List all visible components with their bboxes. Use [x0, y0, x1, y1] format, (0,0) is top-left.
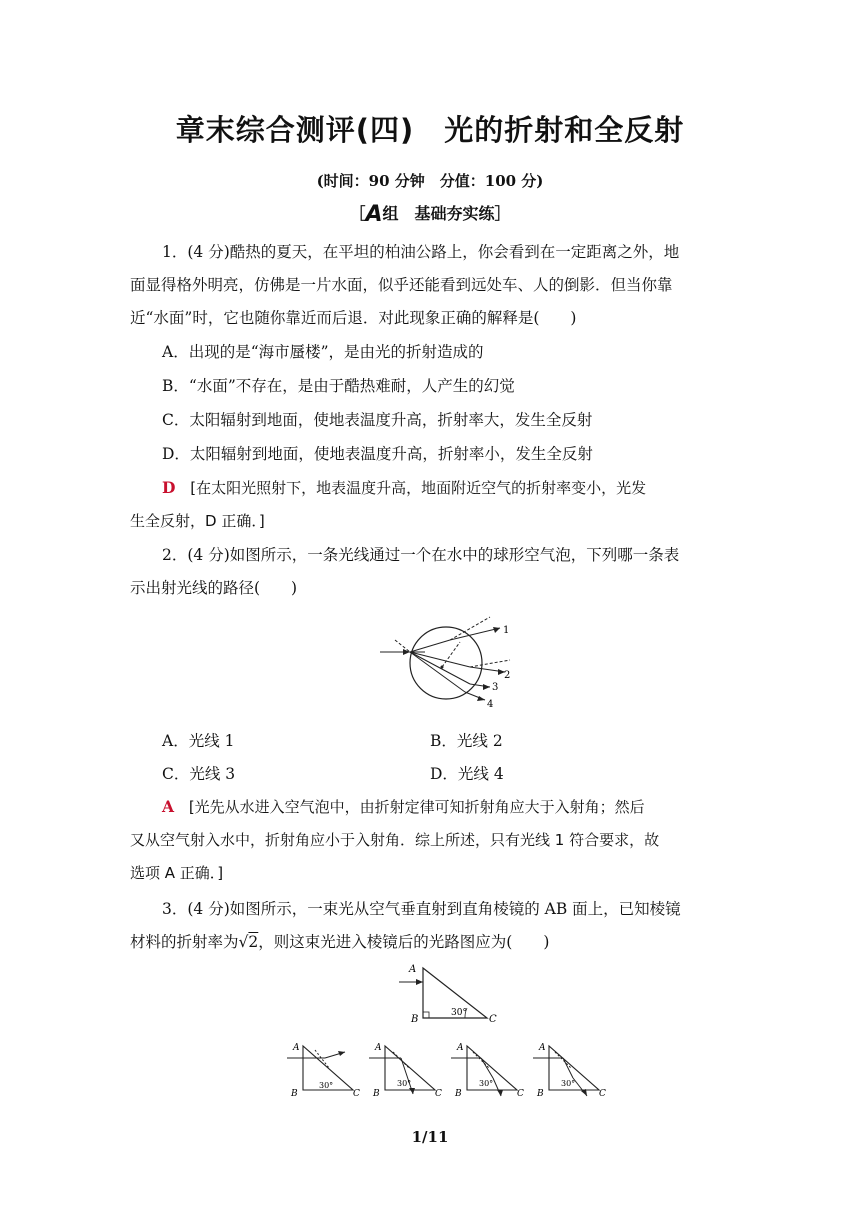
q2-explanation-cont: 又从空气射入水中，折射角应小于入射角．综上所述，只有光线 1 符合要求，故 — [130, 831, 660, 849]
q1-stem-line: 近“水面”时，它也随你靠近而后退．对此现象正确的解释是( ) — [130, 309, 577, 327]
bracket-close: ］ — [494, 204, 511, 223]
q2-explanation: [光先从水进入空气泡中，由折射定律可知折射角应大于入射角；然后 — [188, 798, 645, 816]
q2-explanation-cont: 选项 A 正确．] — [130, 864, 224, 882]
vertex-b-label: B — [373, 1089, 380, 1099]
vertex-c-label: C — [435, 1089, 442, 1099]
angle-label: 30° — [397, 1079, 412, 1088]
vertex-c-label: C — [517, 1089, 524, 1099]
angle-label: 30° — [319, 1081, 334, 1090]
sqrt-value: 2 — [248, 933, 259, 951]
bubble-figure — [370, 612, 530, 712]
section-badge: A — [365, 202, 383, 227]
option-figure-c — [451, 1043, 524, 1099]
ray-label: 1 — [503, 625, 510, 636]
q3-stem-line — [130, 930, 549, 954]
q2-answer: A — [162, 797, 175, 816]
vertex-a-label: A — [539, 1043, 546, 1053]
q2-option-b: B．光线 2 — [430, 732, 503, 750]
vertex-b-label: B — [291, 1089, 298, 1099]
ray-label: 2 — [504, 670, 511, 681]
vertex-c-label: C — [489, 1014, 497, 1025]
q2-option-d: D．光线 4 — [430, 765, 504, 783]
angle-label: 30° — [451, 1008, 467, 1018]
q2-stem-line: 示出射光线的路径( ) — [130, 579, 298, 597]
q3-text: ，则这束光进入棱镜后的光路图应为( ) — [258, 933, 550, 951]
vertex-a-label: A — [375, 1043, 382, 1053]
vertex-a-label: A — [293, 1043, 300, 1053]
q1-option-d: D．太阳辐射到地面，使地表温度升高，折射率小，发生全反射 — [162, 445, 593, 463]
q1-answer: D — [162, 478, 176, 497]
q2-answer-line — [162, 795, 645, 819]
option-figure-b — [369, 1043, 442, 1099]
section-label: 组 基础夯实练 — [382, 204, 495, 223]
prism-main-figure — [395, 962, 505, 1024]
vertex-a-label: A — [457, 1043, 464, 1053]
q1-option-c: C．太阳辐射到地面，使地表温度升高，折射率大，发生全反射 — [162, 411, 593, 429]
q3-text: 材料的折射率为 — [130, 933, 239, 951]
vertex-b-label: B — [455, 1089, 462, 1099]
vertex-a-label: A — [409, 964, 417, 975]
angle-label: 30° — [479, 1079, 494, 1088]
q1-explanation: [在太阳光照射下，地表温度升高，地面附近空气的折射率变小，光发 — [190, 479, 647, 497]
q3-option-figures — [285, 1038, 605, 1100]
bracket-open: ［ — [349, 204, 366, 223]
option-figure-d — [533, 1043, 606, 1099]
q1-stem-line: 面显得格外明亮，仿佛是一片水面，似乎还能看到远处车、人的倒影．但当你靠 — [130, 276, 673, 294]
ray-label: 3 — [492, 682, 499, 693]
q1-answer-line — [162, 476, 646, 500]
q1-stem-line: 1．(4 分)酷热的夏天，在平坦的柏油公路上，你会看到在一定距离之外，地 — [162, 243, 680, 261]
page-title: 章末综合测评(四) 光的折射和全反射 — [175, 113, 685, 147]
q2-option-c: C．光线 3 — [162, 765, 236, 783]
vertex-b-label: B — [411, 1014, 419, 1025]
vertex-b-label: B — [537, 1089, 544, 1099]
vertex-c-label: C — [353, 1089, 360, 1099]
q1-option-b: B．“水面”不存在，是由于酷热难耐，人产生的幻觉 — [162, 377, 515, 395]
vertex-c-label: C — [599, 1089, 606, 1099]
exam-info: (时间：90 分钟 分值：100 分) — [316, 172, 544, 190]
q3-stem-line: 3．(4 分)如图所示，一束光从空气垂直射到直角棱镜的 AB 面上，已知棱镜 — [162, 900, 681, 918]
sqrt-symbol: √ — [238, 933, 249, 951]
section-header — [0, 201, 860, 227]
option-figure-a — [287, 1043, 360, 1099]
angle-label: 30° — [561, 1079, 576, 1088]
q2-stem-line: 2．(4 分)如图所示，一条光线通过一个在水中的球形空气泡，下列哪一条表 — [162, 546, 680, 564]
page-number: 1/11 — [411, 1128, 449, 1146]
ray-label: 4 — [487, 699, 494, 710]
q1-explanation-cont: 生全反射，D 正确．] — [130, 512, 265, 530]
q1-option-a: A．出现的是“海市蜃楼”，是由光的折射造成的 — [162, 343, 484, 361]
q2-option-a: A．光线 1 — [162, 732, 235, 750]
